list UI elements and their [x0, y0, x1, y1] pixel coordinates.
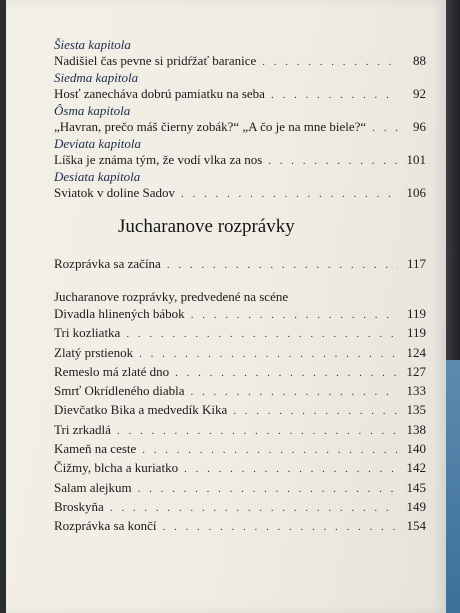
toc-entry-title: Broskyňa: [54, 498, 104, 514]
page-number: 135: [406, 402, 426, 418]
toc-row: [54, 184, 426, 203]
page-number: 96: [413, 119, 426, 134]
toc-row: [54, 255, 426, 274]
page-number: 92: [413, 86, 426, 101]
page-number: 145: [406, 479, 426, 495]
page-number: 88: [413, 53, 426, 68]
book-cover-edge: [446, 360, 460, 613]
toc-row: [54, 344, 426, 363]
page-number: 142: [406, 460, 426, 476]
dot-leader: [262, 54, 398, 71]
toc-row: [54, 440, 426, 459]
dot-leader: [268, 153, 398, 170]
toc-row: [54, 421, 426, 440]
dot-leader: [138, 481, 398, 498]
page-number: 140: [406, 441, 426, 457]
dot-leader: [110, 500, 398, 517]
toc-row: [54, 324, 426, 343]
toc-entry-title: Tri kozliatka: [54, 325, 121, 341]
dot-leader: [233, 403, 398, 420]
toc-entry-title: Nadišiel čas pevne si pridŕžať baranice: [54, 53, 257, 68]
toc-entry-title: Čižmy, blcha a kuriatko: [54, 460, 179, 476]
page-number: 133: [406, 383, 426, 399]
chapter-entry: [54, 71, 426, 104]
page-number: 154: [406, 518, 426, 534]
chapter-entry: [54, 137, 426, 170]
dot-leader: [163, 519, 398, 536]
dot-leader: [271, 87, 398, 104]
group-heading: Jucharanove rozprávky, predvedené na scéne: [54, 289, 289, 304]
toc-entry-title: Rozprávka sa končí: [54, 518, 157, 534]
toc-entry-title: Líška je známa tým, že vodí vlka za nos: [54, 152, 263, 167]
page-number: 119: [406, 306, 426, 321]
toc-row: [54, 459, 426, 478]
toc-row: [54, 517, 426, 536]
toc-row: [54, 85, 426, 104]
dot-leader: [184, 461, 398, 478]
dot-leader: [139, 346, 398, 363]
chapter-heading: Šiesta kapitola: [54, 37, 131, 52]
toc-entry-title: Salam alejkum: [54, 479, 132, 495]
page-number: 138: [406, 421, 426, 437]
dot-leader: [372, 120, 398, 137]
toc-entry-title: Sviatok v doline Sadov: [54, 185, 175, 200]
book-page: [6, 0, 446, 613]
toc-entry-title: Hosť zanecháva dobrú pamiatku na seba: [54, 86, 265, 101]
dot-leader: [190, 384, 398, 401]
chapter-heading: Deviata kapitola: [54, 136, 142, 151]
toc-row: [54, 52, 426, 71]
toc-entry-title: Tri zrkadlá: [54, 421, 111, 437]
page-number: 106: [406, 185, 426, 200]
toc-entry-title: Remeslo má zlaté dno: [54, 363, 170, 379]
dot-leader: [181, 186, 398, 203]
toc-row: [54, 401, 426, 420]
chapter-entry: [54, 170, 426, 203]
dot-leader: [142, 442, 398, 459]
toc-row: [54, 363, 426, 382]
section-title: Jucharanove rozprávky: [118, 216, 295, 237]
toc-row: [54, 382, 426, 401]
page-number: 119: [406, 325, 426, 341]
toc-row: [54, 118, 426, 137]
dot-leader: [117, 423, 398, 440]
page-number: 101: [406, 152, 426, 167]
page-number: 149: [406, 498, 426, 514]
toc-entry-title: Divadla hlinených bábok: [54, 306, 185, 321]
dot-leader: [126, 326, 398, 343]
dot-leader: [191, 307, 398, 324]
page-number: 127: [406, 363, 426, 379]
toc-entry-title: Zlatý prstienok: [54, 344, 134, 360]
toc-entry-title: Dievčatko Bika a medvedík Kika: [54, 402, 228, 418]
background-edge: [446, 0, 460, 360]
chapter-heading: Desiata kapitola: [54, 169, 141, 184]
toc-row: [54, 479, 426, 498]
toc-entry-title: „Havran, prečo máš čierny zobák?“ „A čo je na mne biele?“: [54, 119, 367, 134]
toc-entry-title: Rozprávka sa začína: [54, 256, 161, 271]
page-number: 117: [406, 256, 426, 271]
story-list: [54, 255, 426, 537]
chapter-list: [54, 38, 426, 203]
chapter-entry: [54, 38, 426, 71]
toc-entry-title: Smrť Okrídleného diabla: [54, 383, 185, 399]
toc-row: [54, 498, 426, 517]
toc-entry-title: Kameň na ceste: [54, 441, 137, 457]
dot-leader: [175, 365, 398, 382]
toc-row: [54, 305, 426, 324]
chapter-heading: Siedma kapitola: [54, 70, 139, 85]
chapter-entry: [54, 104, 426, 137]
page-number: 124: [406, 344, 426, 360]
chapter-heading: Ôsma kapitola: [54, 103, 131, 118]
dot-leader: [167, 257, 398, 274]
toc-row: [54, 151, 426, 170]
